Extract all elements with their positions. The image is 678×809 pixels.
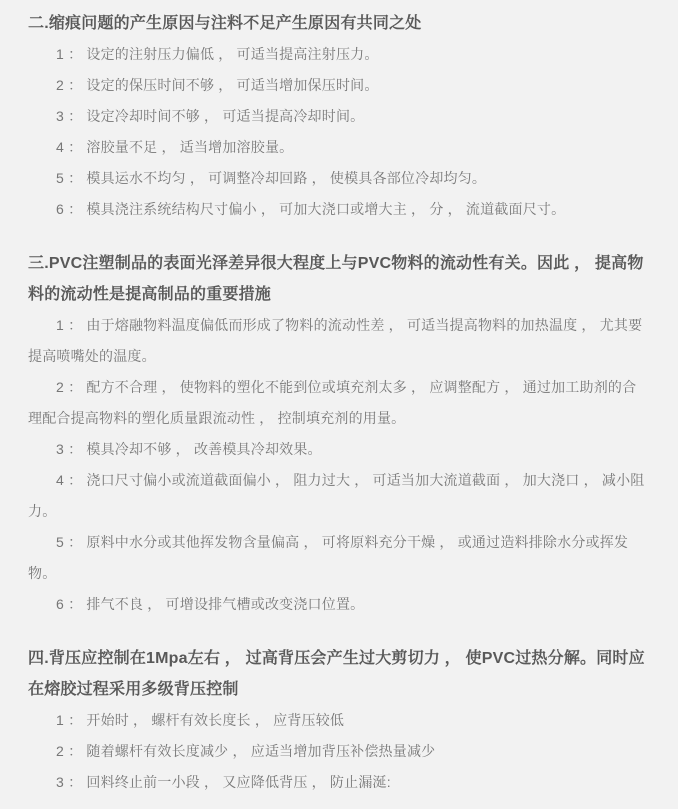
list-item: 1 ： 开始时 ， 螺杆有效长度长 ， 应背压较低 [56, 712, 345, 728]
list-item: 2 ： 设定的保压时间不够 ， 可适当增加保压时间。 [56, 77, 379, 93]
section-heading: 四.背压应控制在1Mpa左右 ， 过高背压会产生过大剪切力 ， 使PVC过热分解。同时应在熔胶过程采用多级背压控制 [28, 650, 645, 698]
list-item: 3 ： 设定冷却时间不够 ， 可适当提高冷却时间。 [56, 108, 365, 124]
section-surface-gloss [28, 248, 648, 620]
section-heading: 二.缩痕问题的产生原因与注料不足产生原因有共同之处 [28, 15, 422, 32]
list-item: 1 ： 由于熔融物料温度偏低而形成了物料的流动性差 ， 可适当提高物料的加热温度 ， 尤其要提高喷嘴处的温度。 [28, 317, 643, 364]
list-item: 2 ： 配方不合理 ， 使物料的塑化不能到位或填充剂太多 ， 应调整配方 ， 通过加工助剂的合理配合提高物料的塑化质量跟流动性 ， 控制填充剂的用量。 [28, 379, 637, 426]
section-back-pressure [28, 643, 648, 798]
section-shrink-marks [28, 8, 648, 225]
list-item: 3 ： 回料终止前一小段 ， 又应降低背压 ， 防止漏涎: [56, 774, 391, 790]
list-item: 6 ： 模具浇注系统结构尺寸偏小 ， 可加大浇口或增大主 ， 分 ， 流道截面尺寸。 [56, 201, 566, 217]
list-item: 2 ： 随着螺杆有效长度减少 ， 应适当增加背压补偿热量减少 [56, 743, 436, 759]
section-heading: 三.PVC注塑制品的表面光泽差异很大程度上与PVC物料的流动性有关。因此 ， 提高物料的流动性是提高制品的重要措施 [28, 255, 644, 303]
list-item: 5 ： 模具运水不均匀 ， 可调整冷却回路 ， 使模具各部位冷却均匀。 [56, 170, 487, 186]
list-item: 4 ： 浇口尺寸偏小或流道截面偏小 ， 阻力过大 ， 可适当加大流道截面 ， 加大浇口 ， 减小阻力。 [28, 472, 645, 519]
list-item: 3 ： 模具冷却不够 ， 改善模具冷却效果。 [56, 441, 322, 457]
list-item: 1 ： 设定的注射压力偏低 ， 可适当提高注射压力。 [56, 46, 379, 62]
list-item: 4 ： 溶胶量不足 ， 适当增加溶胶量。 [56, 139, 294, 155]
list-item: 5 ： 原料中水分或其他挥发物含量偏高 ， 可将原料充分干燥 ， 或通过造料排除水分或挥发物。 [28, 534, 629, 581]
list-item: 6 ： 排气不良 ， 可增设排气槽或改变浇口位置。 [56, 596, 365, 612]
